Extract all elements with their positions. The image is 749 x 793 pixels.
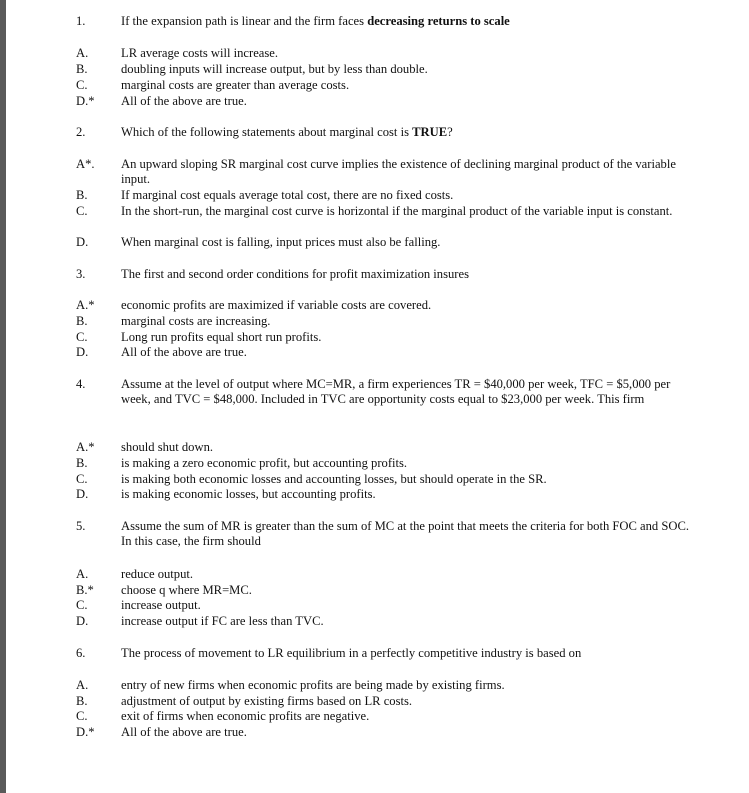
option-label: A.* [76,298,95,312]
option-label: B. [76,314,88,328]
option-text: marginal costs are increasing. [121,314,271,328]
option-text: choose q where MR=MC. [121,583,252,597]
question-stem: Which of the following statements about marginal cost is TRUE? [121,125,453,139]
question-number: 6. [76,646,86,660]
option-label: D. [76,345,89,359]
question-number: 3. [76,267,86,281]
option-text: increase output. [121,598,201,612]
option-label: C. [76,598,88,612]
option-label: D. [76,235,89,249]
option-text: doubling inputs will increase output, but by less than double. [121,62,428,76]
option-label: D.* [76,725,95,739]
option-text: Long run profits equal short run profits. [121,330,322,344]
question-number: 5. [76,519,86,533]
option-label: D. [76,487,89,501]
option-text: should shut down. [121,440,214,454]
option-label: A.* [76,440,95,454]
option-label: A*. [76,157,95,171]
option-label: D. [76,614,89,628]
option-text: All of the above are true. [121,345,247,359]
option-label: C. [76,78,88,92]
question-stem: Assume at the level of output where MC=MR, a firm experiences TR = $40,000 per week, TFC = $5,000 per week, and TVC = $48,000. Included in TVC are opportunity costs equal to $23,000 per week. This firm [121,377,671,406]
option-text: If marginal cost equals average total cost, there are no fixed costs. [121,188,454,202]
option-label: B. [76,62,88,76]
option-label: A. [76,567,89,581]
option-text: When marginal cost is falling, input prices must also be falling. [121,235,441,249]
option-text: adjustment of output by existing firms based on LR costs. [121,694,413,708]
question-stem: If the expansion path is linear and the firm faces decreasing returns to scale [121,14,510,28]
option-label: C. [76,330,88,344]
option-label: C. [76,204,88,218]
option-text: increase output if FC are less than TVC. [121,614,324,628]
option-label: B. [76,694,88,708]
option-label: C. [76,472,88,486]
question-number: 2. [76,125,86,139]
option-text: LR average costs will increase. [121,46,279,60]
option-label: A. [76,678,89,692]
option-text: In the short-run, the marginal cost curve is horizontal if the marginal product of the variable input is constant. [121,204,673,218]
option-text: is making both economic losses and accounting losses, but should operate in the SR. [121,472,547,486]
option-label: D.* [76,94,95,108]
question-stem: The process of movement to LR equilibrium in a perfectly competitive industry is based on [121,646,582,660]
option-text: is making economic losses, but accounting profits. [121,487,376,501]
option-label: B.* [76,583,94,597]
option-text: marginal costs are greater than average costs. [121,78,350,92]
option-text: entry of new firms when economic profits are being made by existing firms. [121,678,505,692]
option-label: C. [76,709,88,723]
option-text: economic profits are maximized if variable costs are covered. [121,298,432,312]
option-text: All of the above are true. [121,94,247,108]
option-label: B. [76,456,88,470]
option-text: reduce output. [121,567,194,581]
option-label: A. [76,46,89,60]
option-text: is making a zero economic profit, but accounting profits. [121,456,408,470]
question-stem: Assume the sum of MR is greater than the sum of MC at the point that meets the criteria for both FOC and SOC. In this case, the firm should [121,519,690,548]
option-text: An upward sloping SR marginal cost curve implies the existence of declining marginal product of the variable input. [121,157,676,186]
option-text: All of the above are true. [121,725,247,739]
option-text: exit of firms when economic profits are negative. [121,709,370,723]
option-label: B. [76,188,88,202]
question-number: 4. [76,377,86,391]
question-number: 1. [76,14,86,28]
question-stem: The first and second order conditions for profit maximization insures [121,267,469,281]
